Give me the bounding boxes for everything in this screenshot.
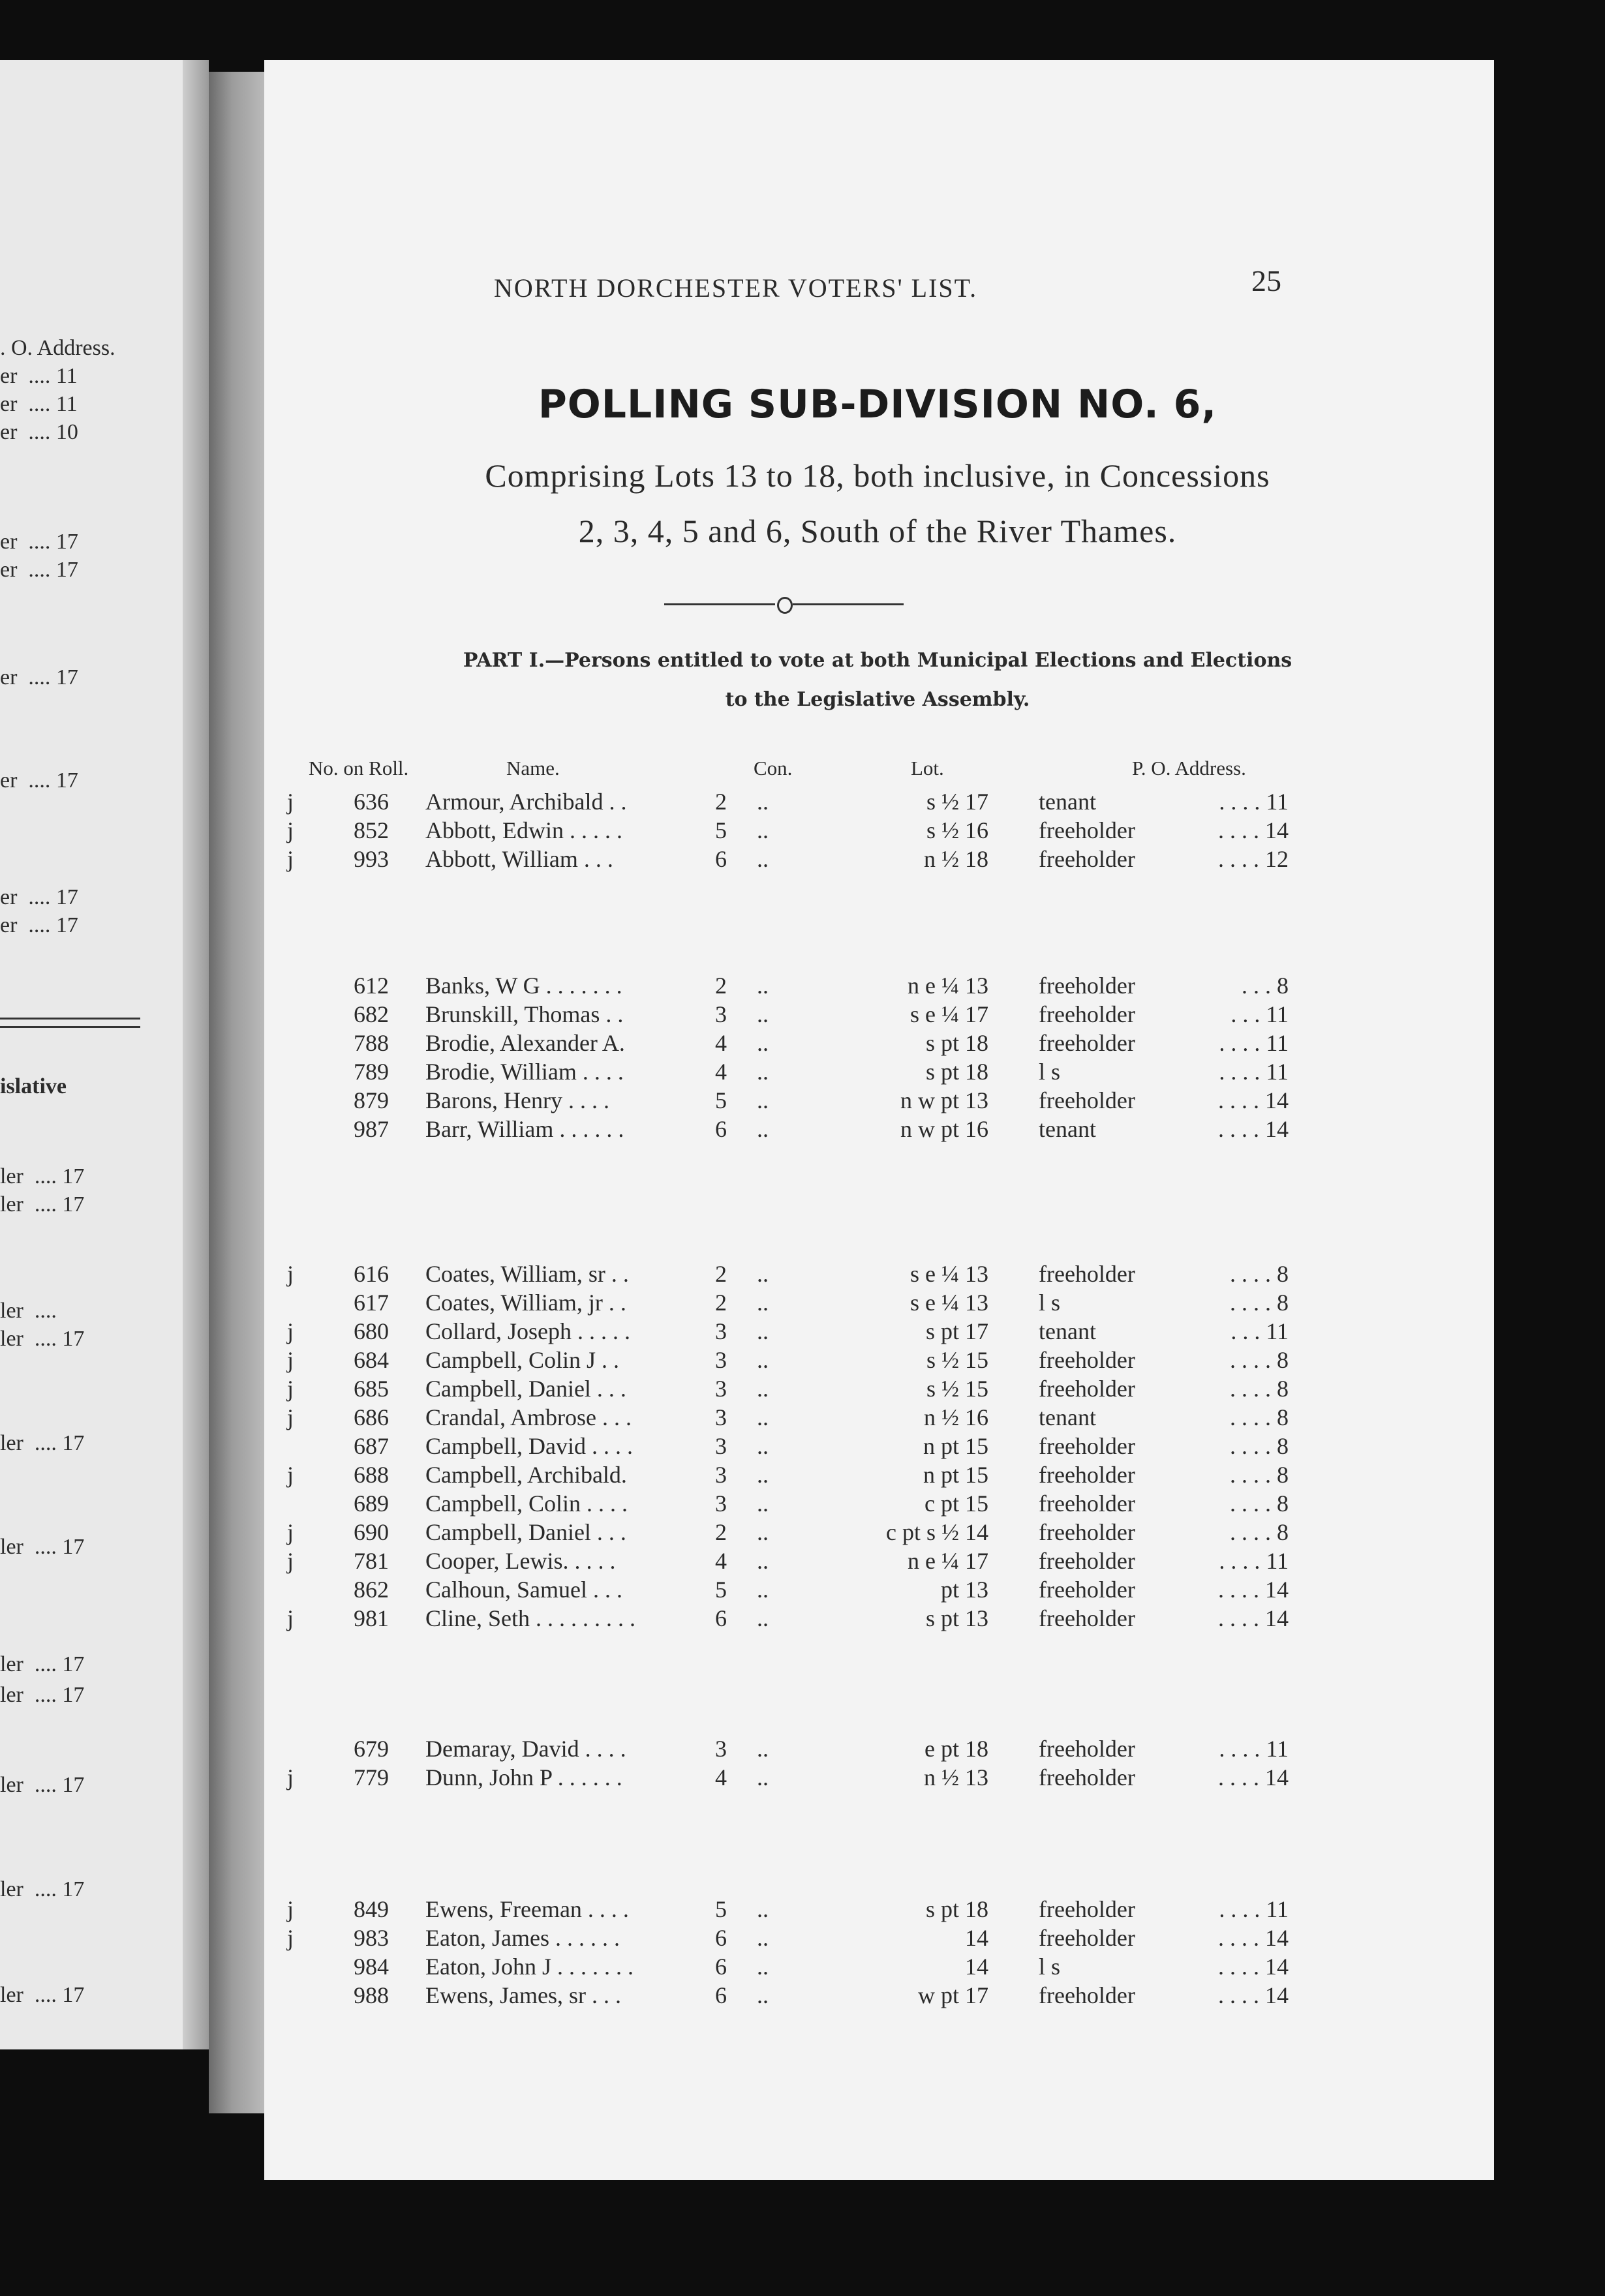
voter-mark: j [287, 1896, 294, 1922]
voter-leader-dots: .. [757, 1404, 769, 1430]
voter-row [0, 1490, 1605, 1518]
voter-row [0, 1576, 1605, 1605]
voter-row [0, 1029, 1605, 1058]
left-page-line: ler .... 17 [0, 1327, 85, 1351]
voter-row [0, 1115, 1605, 1144]
voter-concession: 4 [715, 1059, 727, 1085]
voter-roll-number: 984 [354, 1954, 389, 1980]
left-page-line: ler .... [0, 1299, 57, 1323]
voter-address: . . . . 8 [1230, 1290, 1289, 1316]
voter-lot: s pt 13 [925, 1605, 988, 1631]
voter-concession: 3 [715, 1462, 727, 1488]
voter-lot: n e ¼ 17 [908, 1548, 988, 1574]
voter-name: Banks, W G . . . . . . . [425, 973, 622, 999]
voter-address: . . . . 14 [1218, 1954, 1289, 1980]
voter-row [0, 1953, 1605, 1982]
voter-name: Crandal, Ambrose . . . [425, 1404, 632, 1430]
voter-lot: e pt 18 [925, 1736, 988, 1762]
voter-name: Coates, William, jr . . [425, 1290, 626, 1316]
voter-row [0, 817, 1605, 845]
voter-concession: 4 [715, 1764, 727, 1790]
voter-leader-dots: .. [757, 1059, 769, 1085]
voter-mark: j [287, 1462, 294, 1488]
voter-leader-dots: .. [757, 1030, 769, 1056]
voter-concession: 2 [715, 973, 727, 999]
voter-row [0, 1087, 1605, 1115]
voter-address: . . . . 14 [1218, 817, 1289, 843]
voter-mark: j [287, 1925, 294, 1951]
voter-roll-number: 682 [354, 1001, 389, 1027]
voter-status: tenant [1039, 1318, 1096, 1344]
voter-name: Brunskill, Thomas . . [425, 1001, 624, 1027]
column-header-roll: No. on Roll. [309, 757, 409, 779]
voter-address: . . . . 14 [1218, 1764, 1289, 1790]
voter-lot: w pt 17 [918, 1982, 988, 2008]
voter-name: Armour, Archibald . . [425, 789, 627, 815]
voter-concession: 5 [715, 1896, 727, 1922]
voter-roll-number: 684 [354, 1347, 389, 1373]
voter-leader-dots: .. [757, 1490, 769, 1517]
voter-name: Dunn, John P . . . . . . [425, 1764, 622, 1790]
page-title: POLLING SUB-DIVISION NO. 6, [538, 382, 1217, 427]
left-page-line: er .... 17 [0, 665, 78, 689]
voter-lot: n pt 15 [923, 1462, 988, 1488]
left-page-line: ler .... 17 [0, 1535, 85, 1559]
voter-status: freeholder [1039, 1433, 1135, 1459]
voter-leader-dots: .. [757, 1290, 769, 1316]
voter-address: . . . . 14 [1218, 1116, 1289, 1142]
voter-name: Campbell, Archibald. [425, 1462, 627, 1488]
left-page-line: er .... 17 [0, 530, 78, 554]
voter-row [0, 1982, 1605, 2010]
voter-lot: n w pt 16 [900, 1116, 988, 1142]
voter-mark: j [287, 1519, 294, 1545]
voter-concession: 4 [715, 1030, 727, 1056]
voter-name: Brodie, William . . . . [425, 1059, 624, 1085]
voter-concession: 2 [715, 789, 727, 815]
voter-leader-dots: .. [757, 1001, 769, 1027]
voter-concession: 2 [715, 1290, 727, 1316]
voter-name: Abbott, Edwin . . . . . [425, 817, 622, 843]
voter-status: freeholder [1039, 1982, 1135, 2008]
voter-leader-dots: .. [757, 1954, 769, 1980]
voter-status: freeholder [1039, 1548, 1135, 1574]
voter-leader-dots: .. [757, 1318, 769, 1344]
part-heading-line-1: PART I.—Persons entitled to vote at both Municipal Elections and Elections [463, 649, 1292, 672]
voter-address: . . . . 8 [1230, 1519, 1289, 1545]
voter-status: freeholder [1039, 1462, 1135, 1488]
voter-roll-number: 688 [354, 1462, 389, 1488]
voter-concession: 5 [715, 1577, 727, 1603]
running-title: NORTH DORCHESTER VOTERS' LIST. [494, 273, 978, 303]
voter-name: Collard, Joseph . . . . . [425, 1318, 630, 1344]
voter-row [0, 1924, 1605, 1953]
voter-lot: s ½ 15 [926, 1376, 988, 1402]
left-page-line: ler .... 17 [0, 1877, 85, 1901]
voter-roll-number: 686 [354, 1404, 389, 1430]
voter-concession: 3 [715, 1347, 727, 1373]
voter-address: . . . . 8 [1230, 1433, 1289, 1459]
voter-roll-number: 987 [354, 1116, 389, 1142]
voter-name: Eaton, James . . . . . . [425, 1925, 620, 1951]
voter-status: freeholder [1039, 1261, 1135, 1287]
voter-lot: s e ¼ 13 [910, 1290, 988, 1316]
voter-row [0, 1764, 1605, 1792]
voter-status: freeholder [1039, 1577, 1135, 1603]
page-number: 25 [1251, 264, 1281, 297]
divider-line-right [793, 603, 904, 605]
left-page-line: . O. Address. [0, 336, 115, 360]
voter-status: tenant [1039, 1404, 1096, 1430]
subtitle-line-1: Comprising Lots 13 to 18, both inclusive, in Concessions [485, 457, 1270, 494]
voter-roll-number: 689 [354, 1490, 389, 1517]
left-page-line: er .... 17 [0, 768, 78, 793]
voter-address: . . . . 8 [1230, 1404, 1289, 1430]
voter-lot: n ½ 16 [924, 1404, 988, 1430]
voter-row [0, 1001, 1605, 1029]
voter-roll-number: 879 [354, 1087, 389, 1113]
voter-row [0, 845, 1605, 874]
voter-mark: j [287, 817, 294, 843]
voter-leader-dots: .. [757, 1896, 769, 1922]
voter-leader-dots: .. [757, 846, 769, 872]
voter-leader-dots: .. [757, 1736, 769, 1762]
voter-leader-dots: .. [757, 1605, 769, 1631]
voter-roll-number: 993 [354, 846, 389, 872]
voter-mark: j [287, 1404, 294, 1430]
voter-status: freeholder [1039, 1376, 1135, 1402]
voter-concession: 6 [715, 846, 727, 872]
voter-mark: j [287, 1605, 294, 1631]
voter-roll-number: 636 [354, 789, 389, 815]
voter-lot: 14 [965, 1954, 988, 1980]
voter-address: . . . . 11 [1219, 1548, 1289, 1574]
voter-name: Ewens, Freeman . . . . [425, 1896, 629, 1922]
voter-roll-number: 617 [354, 1290, 389, 1316]
voter-status: tenant [1039, 1116, 1096, 1142]
voter-row [0, 1346, 1605, 1375]
left-page-line: ler .... 17 [0, 1431, 85, 1455]
subtitle-line-2: 2, 3, 4, 5 and 6, South of the River Thames. [578, 513, 1177, 549]
voter-roll-number: 680 [354, 1318, 389, 1344]
column-header-name: Name. [506, 757, 560, 779]
voter-leader-dots: .. [757, 1433, 769, 1459]
voter-status: l s [1039, 1059, 1061, 1085]
voter-status: l s [1039, 1290, 1061, 1316]
voter-leader-dots: .. [757, 1462, 769, 1488]
voter-address: . . . . 11 [1219, 1896, 1289, 1922]
voter-row [0, 1404, 1605, 1432]
voter-status: tenant [1039, 789, 1096, 815]
voter-roll-number: 788 [354, 1030, 389, 1056]
voter-status: freeholder [1039, 1736, 1135, 1762]
voter-mark: j [287, 789, 294, 815]
voter-concession: 3 [715, 1404, 727, 1430]
voter-lot: n w pt 13 [900, 1087, 988, 1113]
voter-roll-number: 687 [354, 1433, 389, 1459]
voter-concession: 2 [715, 1261, 727, 1287]
voter-name: Coates, William, sr . . [425, 1261, 629, 1287]
voter-concession: 5 [715, 1087, 727, 1113]
left-page-line: er .... 17 [0, 558, 78, 582]
voter-address: . . . . 14 [1218, 1925, 1289, 1951]
left-page-line: islative [0, 1074, 67, 1098]
voter-address: . . . . 8 [1230, 1347, 1289, 1373]
voter-lot: s e ¼ 13 [910, 1261, 988, 1287]
voter-lot: n ½ 13 [924, 1764, 988, 1790]
voter-name: Ewens, James, sr . . . [425, 1982, 621, 2008]
voter-lot: 14 [965, 1925, 988, 1951]
voter-mark: j [287, 1764, 294, 1790]
left-page-line: ler .... 17 [0, 1652, 85, 1676]
voter-status: freeholder [1039, 973, 1135, 999]
voter-name: Brodie, Alexander A. [425, 1030, 625, 1056]
voter-roll-number: 781 [354, 1548, 389, 1574]
voter-row [0, 1518, 1605, 1547]
voter-address: . . . . 14 [1218, 1982, 1289, 2008]
voter-address: . . . . 11 [1219, 1030, 1289, 1056]
voter-name: Campbell, Colin . . . . [425, 1490, 628, 1517]
voter-lot: n pt 15 [923, 1433, 988, 1459]
voter-leader-dots: .. [757, 1087, 769, 1113]
voter-lot: n ½ 18 [924, 846, 988, 872]
voter-name: Cline, Seth . . . . . . . . . [425, 1605, 635, 1631]
voter-concession: 4 [715, 1548, 727, 1574]
voter-concession: 3 [715, 1001, 727, 1027]
column-header-lot: Lot. [911, 757, 944, 779]
voter-concession: 3 [715, 1490, 727, 1517]
part-heading-line-2: to the Legislative Assembly. [725, 688, 1030, 711]
voter-address: . . . . 11 [1219, 789, 1289, 815]
voter-name: Calhoun, Samuel . . . [425, 1577, 622, 1603]
voter-name: Campbell, Colin J . . [425, 1347, 619, 1373]
voter-concession: 6 [715, 1982, 727, 2008]
voter-lot: s ½ 15 [926, 1347, 988, 1373]
voter-lot: c pt s ½ 14 [886, 1519, 988, 1545]
voter-row [0, 1289, 1605, 1318]
voter-status: l s [1039, 1954, 1061, 1980]
voter-row [0, 1461, 1605, 1490]
voter-lot: n e ¼ 13 [908, 973, 988, 999]
ornamental-divider [664, 591, 906, 617]
voter-row [0, 1260, 1605, 1289]
voter-row [0, 972, 1605, 1001]
voter-concession: 5 [715, 817, 727, 843]
voter-leader-dots: .. [757, 1925, 769, 1951]
voter-lot: s e ¼ 17 [910, 1001, 988, 1027]
voter-name: Cooper, Lewis. . . . . [425, 1548, 616, 1574]
voter-status: freeholder [1039, 1896, 1135, 1922]
voter-lot: s pt 18 [925, 1059, 988, 1085]
voter-status: freeholder [1039, 1490, 1135, 1517]
voter-leader-dots: .. [757, 1548, 769, 1574]
voter-address: . . . 11 [1230, 1001, 1289, 1027]
voter-roll-number: 849 [354, 1896, 389, 1922]
voter-leader-dots: .. [757, 1376, 769, 1402]
voter-status: freeholder [1039, 1030, 1135, 1056]
voter-leader-dots: .. [757, 1116, 769, 1142]
voter-roll-number: 981 [354, 1605, 389, 1631]
voter-status: freeholder [1039, 1605, 1135, 1631]
voter-roll-number: 779 [354, 1764, 389, 1790]
column-header-con: Con. [754, 757, 793, 779]
voter-status: freeholder [1039, 1347, 1135, 1373]
voter-roll-number: 685 [354, 1376, 389, 1402]
voter-concession: 6 [715, 1925, 727, 1951]
voter-name: Barr, William . . . . . . [425, 1116, 624, 1142]
divider-circle [777, 597, 793, 614]
voter-leader-dots: .. [757, 789, 769, 815]
voter-status: freeholder [1039, 1764, 1135, 1790]
voter-lot: s ½ 17 [926, 789, 988, 815]
voter-address: . . . . 8 [1230, 1376, 1289, 1402]
voter-concession: 3 [715, 1376, 727, 1402]
voter-mark: j [287, 846, 294, 872]
voter-mark: j [287, 1548, 294, 1574]
voter-name: Eaton, John J . . . . . . . [425, 1954, 634, 1980]
voter-concession: 3 [715, 1736, 727, 1762]
voter-roll-number: 983 [354, 1925, 389, 1951]
voter-roll-number: 679 [354, 1736, 389, 1762]
voter-leader-dots: .. [757, 1261, 769, 1287]
voter-address: . . . . 11 [1219, 1736, 1289, 1762]
column-header-address: P. O. Address. [1132, 757, 1246, 779]
voter-leader-dots: .. [757, 817, 769, 843]
left-page-line: er .... 17 [0, 913, 78, 937]
left-page-line: ler .... 17 [0, 1683, 85, 1707]
voter-status: freeholder [1039, 846, 1135, 872]
voter-address: . . . . 8 [1230, 1261, 1289, 1287]
voter-roll-number: 616 [354, 1261, 389, 1287]
voter-lot: c pt 15 [925, 1490, 988, 1517]
voter-concession: 2 [715, 1519, 727, 1545]
voter-address: . . . . 8 [1230, 1462, 1289, 1488]
voter-name: Demaray, David . . . . [425, 1736, 626, 1762]
voter-leader-dots: .. [757, 1982, 769, 2008]
voter-name: Barons, Henry . . . . [425, 1087, 609, 1113]
voter-address: . . . . 14 [1218, 1577, 1289, 1603]
left-page-line: ler .... 17 [0, 1983, 85, 2007]
voter-name: Campbell, David . . . . [425, 1433, 633, 1459]
left-page-line: ler .... 17 [0, 1773, 85, 1797]
voter-concession: 6 [715, 1605, 727, 1631]
voter-row [0, 1318, 1605, 1346]
voter-leader-dots: .. [757, 1347, 769, 1373]
voter-concession: 3 [715, 1318, 727, 1344]
voter-address: . . . . 14 [1218, 1605, 1289, 1631]
voter-row [0, 1547, 1605, 1576]
voter-name: Campbell, Daniel . . . [425, 1376, 626, 1402]
left-page-line: er .... 17 [0, 885, 78, 909]
divider-line-left [664, 603, 775, 605]
voter-lot: s pt 18 [925, 1896, 988, 1922]
voter-address: . . . 8 [1242, 973, 1289, 999]
voter-roll-number: 988 [354, 1982, 389, 2008]
voter-mark: j [287, 1347, 294, 1373]
voter-lot: s pt 18 [925, 1030, 988, 1056]
voter-leader-dots: .. [757, 1577, 769, 1603]
voter-row [0, 1605, 1605, 1633]
voter-row [0, 1058, 1605, 1087]
voter-concession: 6 [715, 1116, 727, 1142]
voter-lot: pt 13 [940, 1577, 988, 1603]
voter-roll-number: 612 [354, 973, 389, 999]
left-page-line: ler .... 17 [0, 1164, 85, 1188]
voter-leader-dots: .. [757, 1519, 769, 1545]
voter-address: . . . . 14 [1218, 1087, 1289, 1113]
voter-concession: 6 [715, 1954, 727, 1980]
voter-row [0, 1375, 1605, 1404]
voter-address: . . . . 8 [1230, 1490, 1289, 1517]
voter-roll-number: 789 [354, 1059, 389, 1085]
voter-leader-dots: .. [757, 973, 769, 999]
voter-leader-dots: .. [757, 1764, 769, 1790]
left-page-line: er .... 11 [0, 364, 78, 388]
voter-lot: s ½ 16 [926, 817, 988, 843]
voter-row [0, 788, 1605, 817]
voter-concession: 3 [715, 1433, 727, 1459]
left-page-line: er .... 10 [0, 420, 78, 444]
voter-mark: j [287, 1261, 294, 1287]
voter-address: . . . 11 [1230, 1318, 1289, 1344]
voter-lot: s pt 17 [925, 1318, 988, 1344]
left-page-line: ler .... 17 [0, 1192, 85, 1216]
voter-roll-number: 690 [354, 1519, 389, 1545]
voter-row [0, 1896, 1605, 1924]
voter-status: freeholder [1039, 1925, 1135, 1951]
voter-address: . . . . 11 [1219, 1059, 1289, 1085]
voter-mark: j [287, 1376, 294, 1402]
voter-row [0, 1432, 1605, 1461]
voter-status: freeholder [1039, 1087, 1135, 1113]
voter-status: freeholder [1039, 817, 1135, 843]
voter-mark: j [287, 1318, 294, 1344]
left-page-line: er .... 11 [0, 392, 78, 416]
voter-roll-number: 862 [354, 1577, 389, 1603]
voter-roll-number: 852 [354, 817, 389, 843]
voter-status: freeholder [1039, 1519, 1135, 1545]
voter-name: Campbell, Daniel . . . [425, 1519, 626, 1545]
voter-address: . . . . 12 [1218, 846, 1289, 872]
voter-row [0, 1735, 1605, 1764]
voter-name: Abbott, William . . . [425, 846, 613, 872]
voter-status: freeholder [1039, 1001, 1135, 1027]
